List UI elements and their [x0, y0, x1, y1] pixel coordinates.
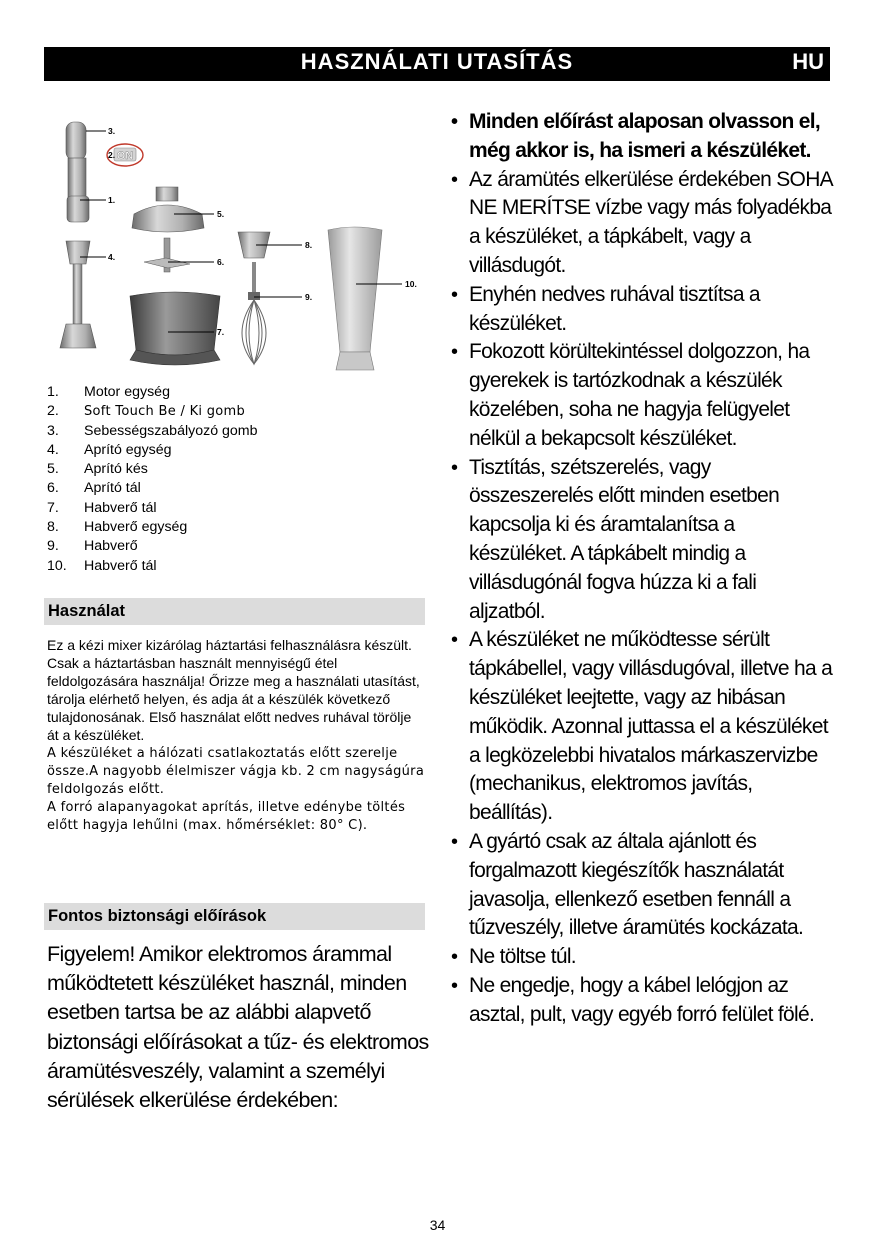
usage-paragraph-1: Ez a kézi mixer kizárólag háztartási felhasználásra készült. Csak a háztartásban használt mennyiségű étel feldolgozására használja! Őrizze meg a használati utasítást, tárolja elérhető helyen, és adja át a készülék következő tulajdonosának. Első használat előtt nedves ruhával törölje át a készüléket. [47, 637, 420, 744]
list-item: 3. Sebességszabályozó gomb [47, 422, 258, 439]
list-item: • A gyártó csak az általa ajánlott és forgalmazott kiegészítők használatát javasolja, ellenkező esetben fennáll a tűzveszély, illetve áramütés kockázata. [451, 829, 804, 940]
callout-8: 8. [305, 240, 313, 250]
list-item: • Minden előírást alaposan olvasson el, még akkor is, ha ismeri a készüléket. [451, 110, 821, 162]
list-item: • Tisztítás, szétszerelés, vagy összeszerelés előtt minden esetben kapcsolja ki és áramtalanítsa a készüléket. A tápkábelt mindig a villásdugónál fogva húzza ki a fali aljzatból. [451, 455, 780, 623]
list-item: • Fokozott körültekintéssel dolgozzon, ha gyerekek is tartózkodnak a készülék közelében, soha ne hagyja felügyelet nélkül a bekapcsolt készüléket. [451, 340, 810, 450]
usage-paragraph-2: A készüléket a hálózati csatlakoztatás előtt szerelje össze.A nagyobb élelmiszer vágja kb. 2 cm nagyságúra feldolgozás előtt. [47, 745, 425, 797]
callout-6: 6. [217, 257, 225, 267]
callout-1: 1. [108, 195, 116, 205]
callout-2: 2. [108, 150, 116, 160]
motor-unit [66, 122, 89, 222]
header-bar [44, 47, 830, 81]
list-item: 9. Habverő [47, 538, 138, 555]
parts-list [47, 383, 425, 576]
list-item: • Ne töltse túl. [451, 945, 576, 969]
list-item: • Ne engedje, hogy a kábel lelógjon az asztal, pult, vagy egyéb forró felület fölé. [451, 973, 815, 1026]
list-item: 2. Soft Touch Be / Ki gomb [47, 403, 246, 420]
product-illustration [44, 112, 426, 380]
safety-heading: Fontos biztonsági előírások [44, 903, 425, 930]
beaker [328, 227, 382, 370]
usage-heading: Használat [44, 598, 425, 625]
chopper-lid [132, 187, 204, 232]
list-item: 6. Aprító tál [47, 480, 141, 497]
safety-rules-list [451, 108, 836, 1030]
page-title: HASZNÁLATI UTASÍTÁS [300, 49, 574, 74]
chopper-bowl [130, 292, 220, 365]
callout-9: 9. [305, 292, 313, 302]
whisk [242, 262, 266, 364]
page-number: 34 [429, 1217, 446, 1233]
list-item: 7. Habverő tál [47, 499, 157, 516]
safety-warning: Figyelem! Amikor elektromos árammal működtetett készüléket használ, minden esetben tartsa be az alábbi alapvető biztonsági előírásokat a tűz- és elektromos áramütésveszély, valamint a személyi sérülések elkerülése érdekében: [47, 942, 429, 1113]
usage-text [47, 636, 425, 835]
callout-5: 5. [217, 209, 225, 219]
list-item: 4. Aprító egység [47, 441, 172, 458]
callout-4: 4. [108, 252, 116, 262]
list-item: 1. Motor egység [47, 384, 170, 400]
callout-3: 3. [108, 126, 116, 136]
list-item: • Az áramütés elkerülése érdekében SOHA NE MERÍTSE vízbe vagy más folyadékba a készüléket, a tápkábelt, vagy a villásdugót. [451, 167, 832, 277]
chopper-blade [144, 238, 190, 272]
language-code: HU [792, 49, 824, 74]
usage-paragraph-3: A forró alapanyagokat aprítás, illetve edénybe töltés előtt hagyja lehűlni (max. hőmérséklet: 80° C). [47, 799, 406, 833]
list-item: • Enyhén nedves ruhával tisztítsa a készüléket. [451, 282, 760, 335]
list-item: 5. Aprító kés [47, 461, 148, 478]
list-item: • A készüléket ne működtesse sérült tápkábellel, vagy villásdugóval, illetve ha a készüléket leejtette, vagy az hibásan működik. Azonnal juttassa el a készüléket a legközelebbi hivatalos márkaszervizbe (mechanikus, elektromos javítás, beállítás). [451, 628, 833, 825]
list-item: 10. Habverő tál [47, 557, 157, 574]
callout-10: 10. [405, 279, 417, 289]
callout-7: 7. [217, 327, 225, 337]
list-item: 8. Habverő egység [47, 519, 188, 536]
on-button-label: ON [116, 150, 134, 162]
